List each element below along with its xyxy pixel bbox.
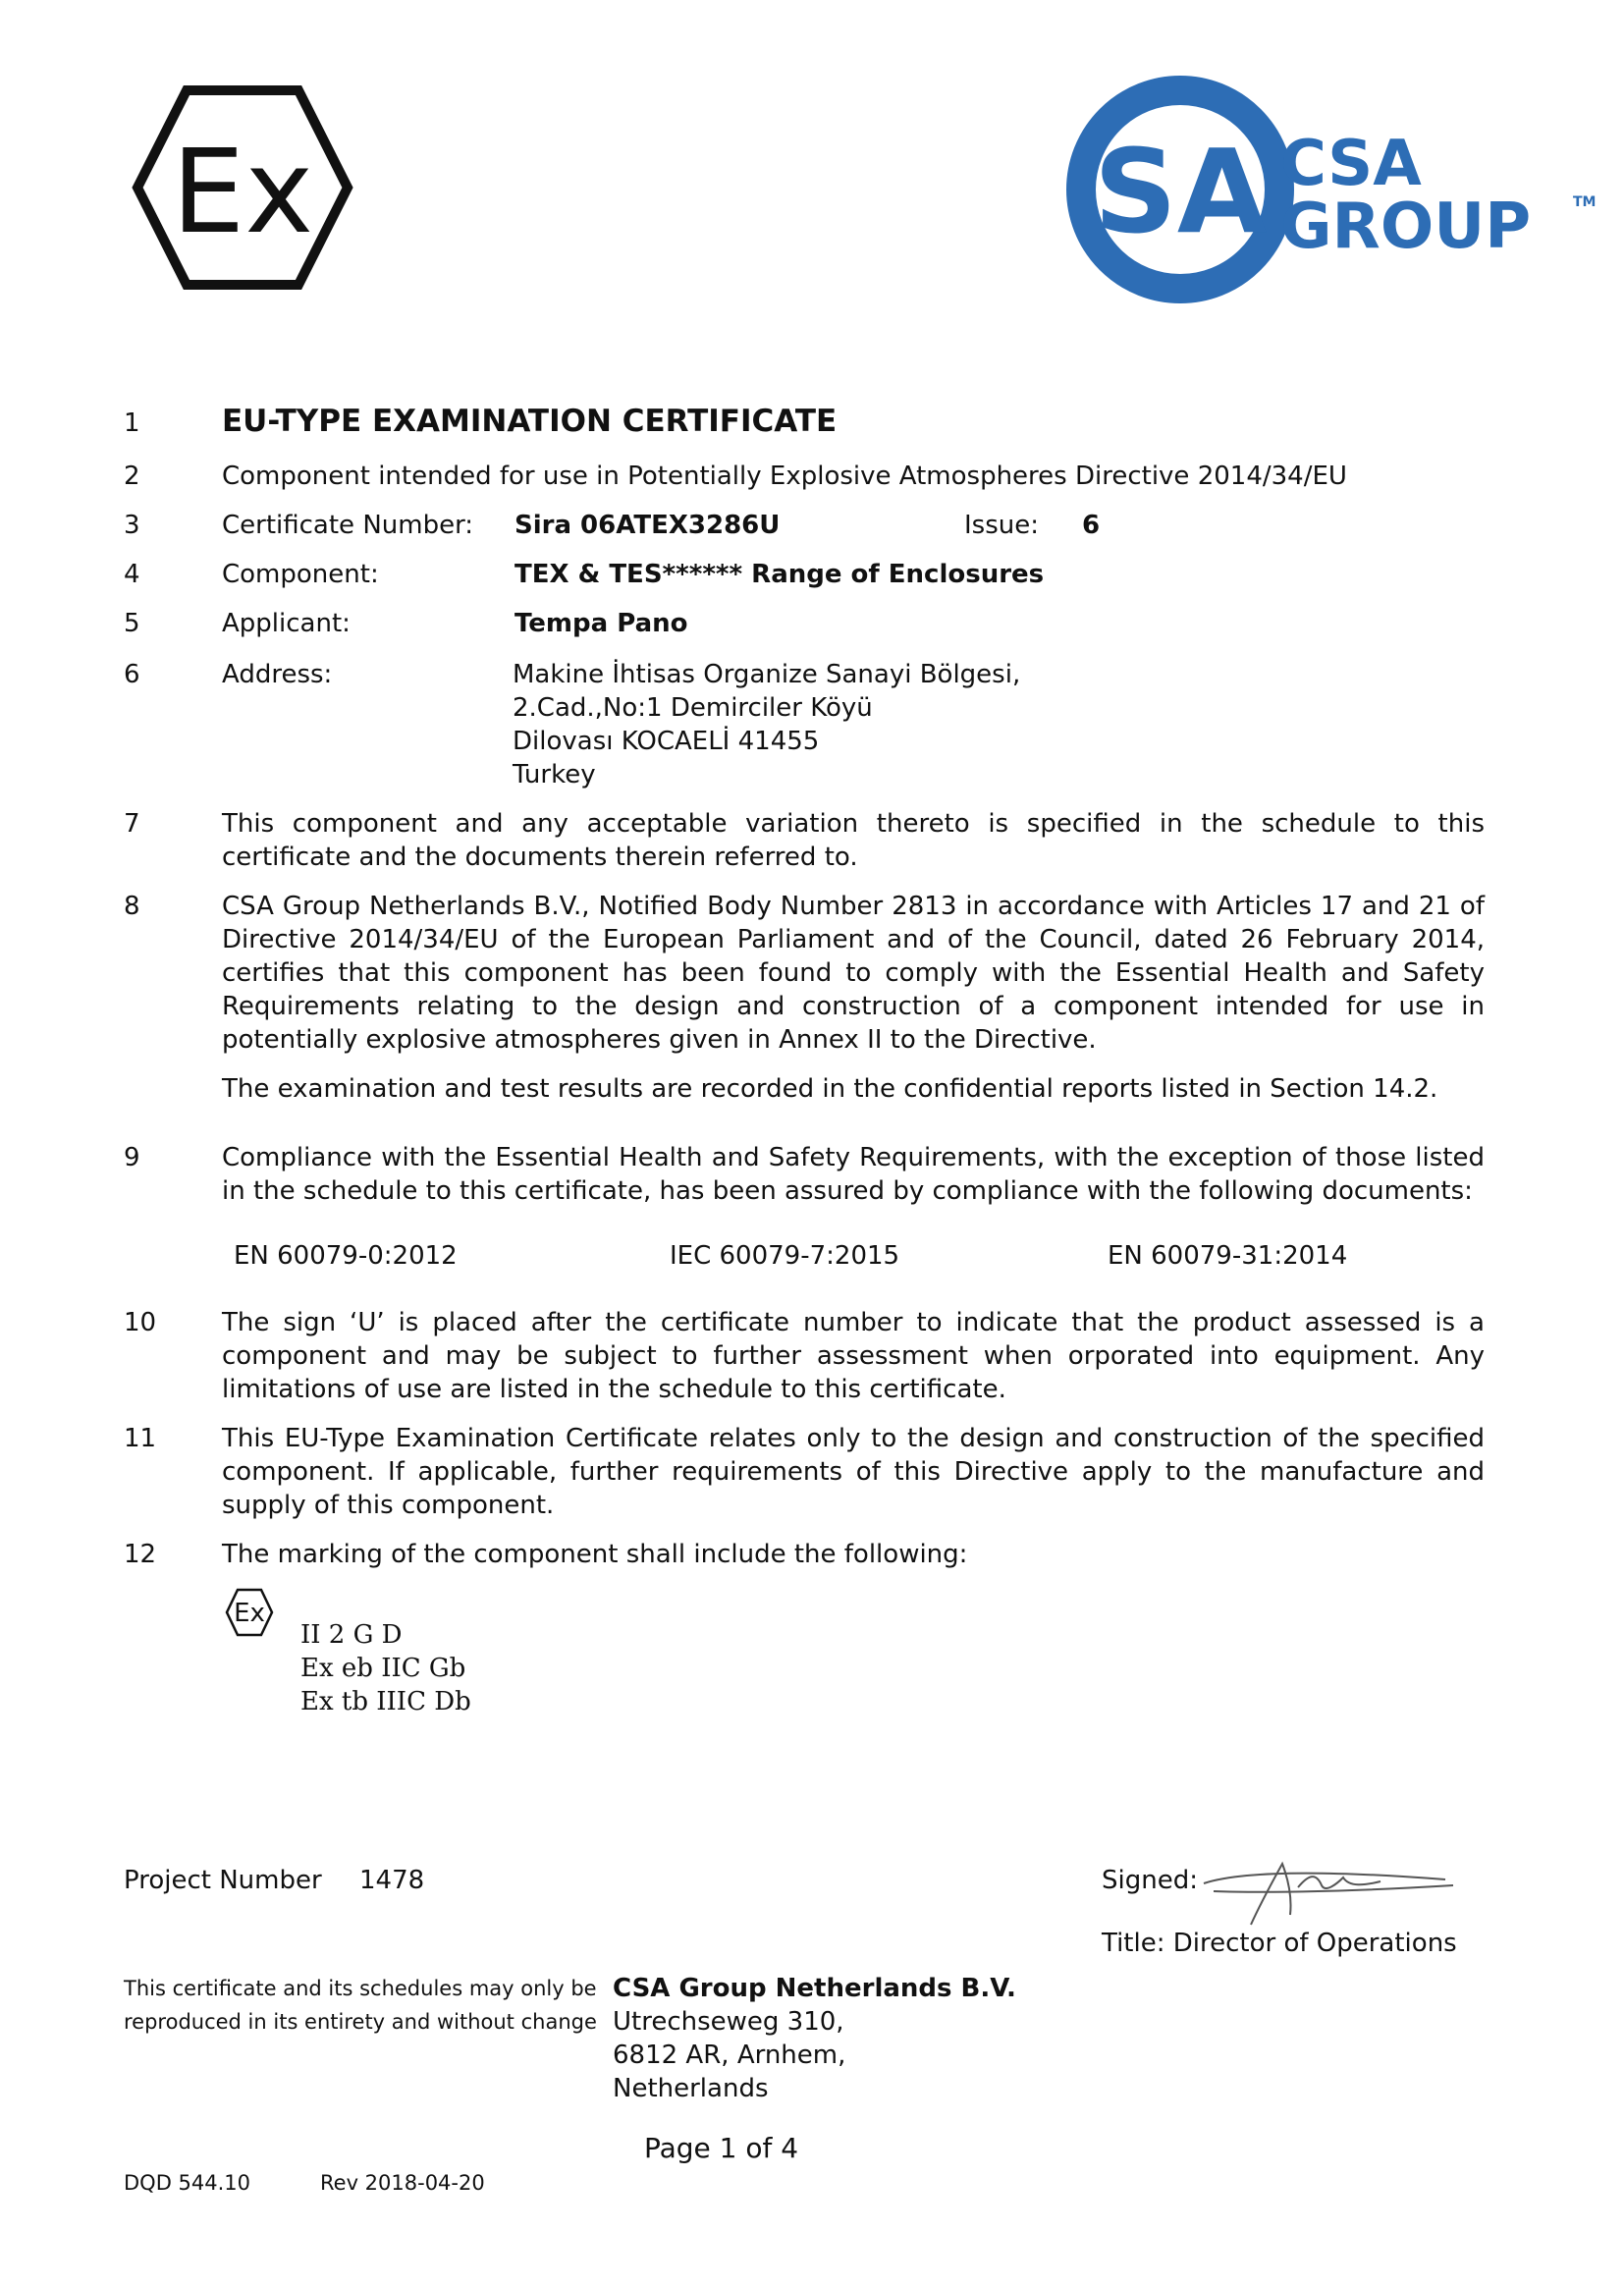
marking-ex-symbol [224, 1587, 275, 1638]
csa-text: CSA [1280, 128, 1422, 200]
section-number: 5 [124, 609, 140, 638]
standard-3: EN 60079-31:2014 [1108, 1241, 1348, 1271]
applicant-value: Tempa Pano [514, 609, 688, 638]
notice-line: This certificate and its schedules may only be [124, 1977, 597, 2000]
section-number: 1 [124, 408, 140, 438]
section-number: 8 [124, 892, 140, 921]
trademark-text: TM [1573, 194, 1597, 210]
ex-small-hexagon-icon [224, 1587, 275, 1638]
paragraph-11: This EU-Type Examination Certificate relates only to the design and construction of the specified component. If applicable, further requirements of this Directive apply to the manufacture and supply of this component. [222, 1424, 1485, 1520]
signed-label: Signed: [1102, 1866, 1198, 1895]
address-label: Address: [222, 660, 333, 689]
applicant-label: Applicant: [222, 609, 351, 638]
paragraph-8: CSA Group Netherlands B.V., Notified Body Number 2813 in accordance with Articles 17 and 21 of Directive 2014/34/EU of the European Parliament and of the Council, dated 26 February 2014, certifies that this component has been found to comply with the Essential Health and Safety Requirements relating to the design and construction of a component intended for use in potentially explosive atmospheres given in Annex II to the Directive. [222, 892, 1485, 1055]
address-line: 2.Cad.,No:1 Demirciler Köyü [513, 693, 873, 723]
org-name: CSA Group Netherlands B.V. [613, 1974, 1016, 2003]
notified-body-address [613, 1972, 1016, 2105]
revision-date: Rev 2018-04-20 [320, 2171, 485, 2195]
certificate-number-value: Sira 06ATEX3286U [514, 511, 781, 540]
section-number: 6 [124, 660, 140, 689]
marking-line: Ex eb IIC Gb [300, 1654, 466, 1683]
project-number-value: 1478 [359, 1866, 425, 1895]
signatory-title: Title: Director of Operations [1102, 1929, 1457, 1958]
ex-small-text: Ex [234, 1599, 265, 1628]
page-number: Page 1 of 4 [644, 2132, 799, 2164]
section-number: 11 [124, 1424, 157, 1453]
group-text: GROUP [1280, 190, 1532, 263]
address-line: Turkey [513, 760, 596, 789]
address-line: Makine İhtisas Organize Sanayi Bölgesi, [513, 660, 1021, 689]
section-number: 7 [124, 809, 140, 839]
org-line: 6812 AR, Arnhem, [613, 2041, 846, 2070]
signature-icon [1200, 1858, 1459, 1927]
section-number: 2 [124, 462, 140, 491]
section-number: 3 [124, 511, 140, 540]
address-line: Dilovası KOCAELİ 41455 [513, 727, 820, 756]
ex-logo-text: Ex [171, 124, 314, 259]
marking-intro: The marking of the component shall include the following: [222, 1540, 968, 1569]
address-block [513, 658, 1020, 791]
paragraph-10: The sign ‘U’ is placed after the certificate number to indicate that the product assessed is a component and may be subject to further assessment when orporated into equipment. Any limitations of use are listed in the schedule to this certificate. [222, 1308, 1485, 1404]
signature-image [1200, 1858, 1459, 1927]
section-number: 9 [124, 1143, 140, 1172]
paragraph-9: Compliance with the Essential Health and Safety Requirements, with the exception of those listed in the schedule to this certificate, has been assured by compliance with the following documents: [222, 1143, 1485, 1206]
reproduction-notice [124, 1972, 597, 2039]
project-number-label: Project Number [124, 1866, 322, 1895]
issue-label: Issue: [964, 511, 1039, 540]
org-line: Utrechseweg 310, [613, 2007, 844, 2037]
notice-line: reproduced in its entirety and without change [124, 2010, 597, 2034]
paragraph-7: This component and any acceptable variation thereto is specified in the schedule to this certificate and the documents therein referred to. [222, 809, 1485, 872]
component-value: TEX & TES****** Range of Enclosures [514, 560, 1045, 589]
csa-mark-text: SA [1093, 124, 1268, 259]
marking-line: II 2 G D [300, 1620, 403, 1650]
standard-2: IEC 60079-7:2015 [670, 1241, 900, 1271]
csa-logo-icon [1066, 75, 1597, 304]
org-line: Netherlands [613, 2074, 769, 2103]
marking-line: Ex tb IIIC Db [300, 1687, 471, 1716]
csa-group-logo [1066, 75, 1597, 304]
ex-logo [132, 84, 353, 291]
paragraph-8-results: The examination and test results are recorded in the confidential reports listed in Section 14.2. [222, 1074, 1438, 1104]
section-number: 12 [124, 1540, 157, 1569]
certificate-title: EU-TYPE EXAMINATION CERTIFICATE [222, 404, 838, 439]
component-label: Component: [222, 560, 379, 589]
section-number: 10 [124, 1308, 157, 1337]
certificate-number-label: Certificate Number: [222, 511, 474, 540]
issue-value: 6 [1082, 511, 1101, 540]
ex-hexagon-icon [132, 84, 353, 291]
section-number: 4 [124, 560, 140, 589]
document-code: DQD 544.10 [124, 2171, 251, 2195]
directive-text: Component intended for use in Potentially Explosive Atmospheres Directive 2014/34/EU [222, 462, 1347, 491]
marking-lines [300, 1618, 471, 1718]
standard-1: EN 60079-0:2012 [234, 1241, 458, 1271]
